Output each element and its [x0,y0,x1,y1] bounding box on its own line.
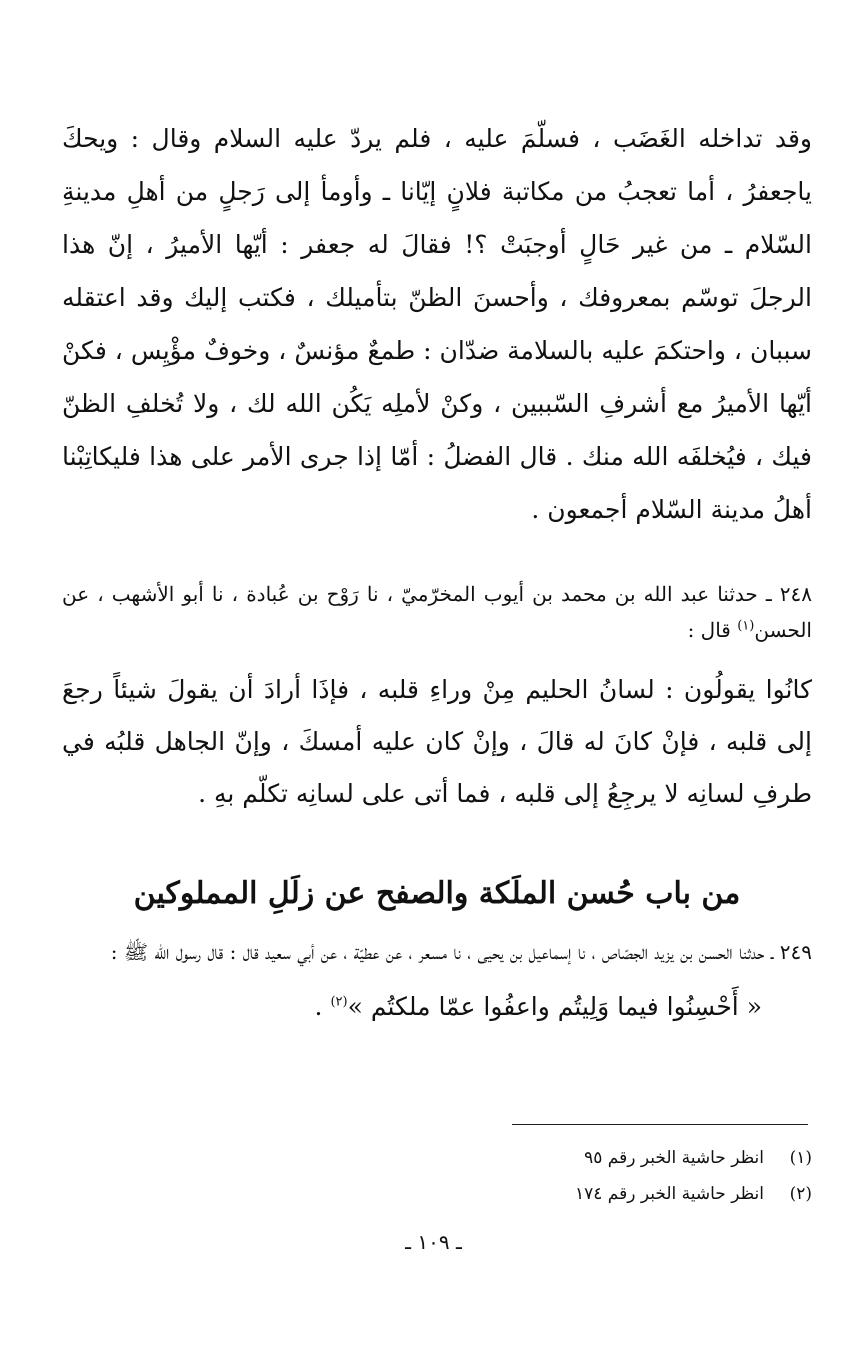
footnote-divider [512,1124,808,1125]
page-number: ـ ١٠٩ ـ [405,1230,462,1254]
hadith-249-end: . [314,992,331,1021]
hadith-248-chain-end: قال : [687,618,738,642]
hadith-248-isnad [62,576,812,648]
hadith-248-chain: ٢٤٨ ـ حدثنا عبد الله بن محمد بن أيوب المخرّميّ ، نا رَوْح بن عُبادة ، نا أبو الأشهب ، عن الحسن [62,582,812,642]
opening-paragraph: وقد تداخله الغَضَب ، فسلّمَ عليه ، فلم يردّ عليه السلام وقال : ويحكَ ياجعفرُ ، أما تعجبُ من مكاتبة فلانٍ إيّانا ـ وأومأ إلى رَجلٍ من أهلِ مدينةِ السّلام ـ من غير حَالٍ أوجبَتْ ؟! فقالَ له جعفر : أيّها الأميرُ ، إنّ هذا الرجلَ توسّم بمعروفك ، وأحسنَ الظنّ بتأميلك ، فكتب إليك وقد اعتقله سببان ، واحتكمَ عليه بالسلامة ضدّان : طمعٌ مؤنسٌ ، وخوفٌ مؤْيِس ، فكنْ أيّها الأميرُ مع أشرفِ السّببين ، وكنْ لأملِه يَكُن الله لك ، ولا تُخلفِ الظنّ فيك ، فيُخلفَه الله منك . قال الفضلُ : أمّا إذا جرى الأمر على هذا فليكاتِبْنا أهلُ مدينة السّلام أجمعون . [62,124,812,524]
hadith-249-isnad: ٢٤٩ ـ حدثنا الحسن بن يزيد الجصّاص ، نا إسماعيل بن يحيى ، نا مسعر ، عن عطيّة ، عن أبي سعيد قال : قال رسول الله ﷺ : [110,940,812,964]
page-body [62,112,812,1032]
footnote-ref-1: (١) [737,618,755,634]
footnote-ref-2: (٢) [330,994,348,1010]
hadith-248-text: كانُوا يقولُون : لسانُ الحليم مِنْ وراءِ قلبه ، فإذَا أرادَ أن يقولَ شيئاً رجعَ إلى قلبه ، فإنْ كانَ له قالَ ، وإنْ كان عليه أمسكَ ، وإنّ الجاهل قلبُه في طرفِ لسانِه لا يرجِعُ إلى قلبه ، فما أتى على لسانِه تكلّم بهِ . [62,675,812,808]
footnote-text: انظر حاشية الخبر رقم ٩٥ [584,1148,764,1168]
hadith-249-quote [62,982,812,1032]
footnote-text: انظر حاشية الخبر رقم ١٧٤ [574,1184,764,1204]
footnote-number: (٢) [789,1184,812,1204]
hadith-249-quote-text: « أَحْسِنُوا فيما وَلِيتُم واعفُوا عمّا ملكتُم » [347,992,762,1021]
footnote-item [300,1140,812,1176]
footnote-item [300,1176,812,1212]
footnote-number: (١) [789,1148,812,1168]
chapter-title: من باب حُسن الملَكة والصفح عن زلَلِ المملوكين [133,876,741,911]
footnotes [300,1140,812,1212]
